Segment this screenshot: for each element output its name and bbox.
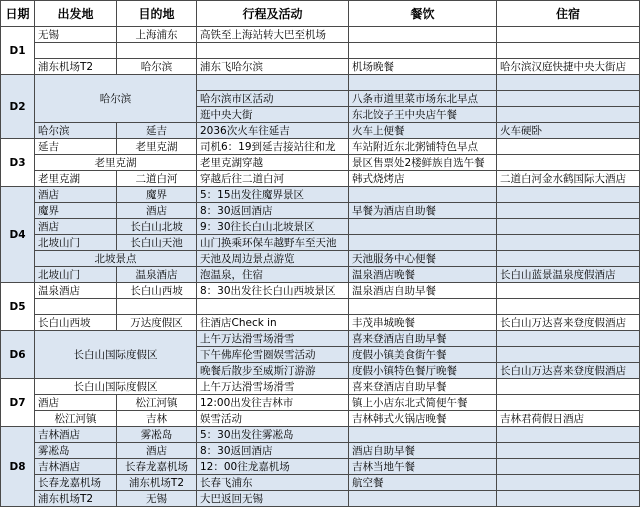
lodging-cell [497,43,640,59]
day-cell: D1 [1,27,35,75]
activity-cell: 下午佛库伦雪圈娱雪活动 [197,347,349,363]
lodging-cell: 吉林君荷假日酒店 [497,411,640,427]
lodging-cell [497,219,640,235]
to-cell: 雾凇岛 [117,427,197,443]
header-row [1,1,640,27]
lodging-cell: 长白山万达喜来登度假酒店 [497,315,640,331]
from-cell: 酒店 [35,395,117,411]
to-cell: 无锡 [117,491,197,507]
column-header-lodging: 住宿 [497,1,640,27]
dining-cell: 温泉酒店晚餐 [349,267,497,283]
from-cell: 吉林酒店 [35,459,117,475]
activity-cell: 泡温泉，住宿 [197,267,349,283]
lodging-cell [497,235,640,251]
lodging-cell [497,203,640,219]
lodging-cell [497,283,640,299]
dining-cell [349,43,497,59]
lodging-cell: 长白山万达喜来登度假酒店 [497,363,640,379]
to-cell [117,43,197,59]
activity-cell: 长春飞浦东 [197,475,349,491]
dining-cell: 镇上小店东北式简便午餐 [349,395,497,411]
activity-cell: 山门换乘环保车越野车至天池 [197,235,349,251]
dining-cell [349,75,497,91]
activity-cell: 老里克湖穿越 [197,155,349,171]
location-merged-cell: 哈尔滨 [35,75,197,123]
lodging-cell [497,251,640,267]
from-cell: 吉林酒店 [35,427,117,443]
to-cell: 万达度假区 [117,315,197,331]
from-cell: 浦东机场T2 [35,59,117,75]
column-header-from: 出发地 [35,1,117,27]
lodging-cell [497,299,640,315]
table-row [1,331,640,347]
activity-cell: 浦东飞哈尔滨 [197,59,349,75]
dining-cell [349,187,497,203]
dining-cell: 车站附近东北粥铺特色早点 [349,139,497,155]
dining-cell: 度假小镇特色餐厅晚餐 [349,363,497,379]
activity-cell: 天池及周边景点游览 [197,251,349,267]
column-header-activity: 行程及活动 [197,1,349,27]
to-cell: 松江河镇 [117,395,197,411]
table-row [1,491,640,507]
lodging-cell [497,75,640,91]
to-cell: 酒店 [117,443,197,459]
lodging-cell [497,379,640,395]
to-cell: 长白山北坡 [117,219,197,235]
lodging-cell [497,139,640,155]
location-merged-cell: 老里克湖 [35,155,197,171]
dining-cell: 航空餐 [349,475,497,491]
activity-cell: 逛中央大街 [197,107,349,123]
day-cell: D5 [1,283,35,331]
to-cell: 温泉酒店 [117,267,197,283]
from-cell [35,43,117,59]
from-cell: 长白山西坡 [35,315,117,331]
table-row [1,379,640,395]
activity-cell: 司机6：19到延吉接站往和龙 [197,139,349,155]
from-cell: 北坡山门 [35,235,117,251]
activity-cell [197,43,349,59]
lodging-cell [497,347,640,363]
lodging-cell: 火车硬卧 [497,123,640,139]
activity-cell: 哈尔滨市区活动 [197,91,349,107]
table-row [1,299,640,315]
activity-cell: 8：30返回酒店 [197,203,349,219]
activity-cell: 高铁至上海站转大巴至机场 [197,27,349,43]
to-cell: 酒店 [117,203,197,219]
from-cell: 松江河镇 [35,411,117,427]
activity-cell: 5：15出发往魔界景区 [197,187,349,203]
table-row [1,395,640,411]
dining-cell: 吉林当地午餐 [349,459,497,475]
day-cell: D6 [1,331,35,379]
activity-cell: 2036次火车往延吉 [197,123,349,139]
table-row [1,315,640,331]
dining-cell: 韩式烧烤店 [349,171,497,187]
dining-cell [349,219,497,235]
table-row [1,171,640,187]
dining-cell: 天池服务中心便餐 [349,251,497,267]
table-row [1,475,640,491]
table-row [1,139,640,155]
to-cell: 哈尔滨 [117,59,197,75]
table-row [1,251,640,267]
day-cell: D3 [1,139,35,187]
table-row [1,427,640,443]
dining-cell [349,27,497,43]
to-cell: 吉林 [117,411,197,427]
dining-cell: 丰茂串城晚餐 [349,315,497,331]
from-cell: 酒店 [35,187,117,203]
activity-cell: 8：30返回酒店 [197,443,349,459]
from-cell: 长春龙嘉机场 [35,475,117,491]
table-row [1,43,640,59]
activity-cell: 5：30出发往雾凇岛 [197,427,349,443]
dining-cell [349,235,497,251]
activity-cell: 大巴返回无锡 [197,491,349,507]
dining-cell: 温泉酒店自助早餐 [349,283,497,299]
dining-cell [349,491,497,507]
dining-cell [349,299,497,315]
activity-cell [197,75,349,91]
lodging-cell [497,187,640,203]
table-row [1,459,640,475]
dining-cell: 酒店自助早餐 [349,443,497,459]
location-merged-cell: 长白山国际度假区 [35,331,197,379]
activity-cell: 9：30往长白山北坡景区 [197,219,349,235]
to-cell [117,299,197,315]
lodging-cell [497,491,640,507]
table-row [1,411,640,427]
to-cell: 长白山天池 [117,235,197,251]
from-cell: 浦东机场T2 [35,491,117,507]
location-merged-cell: 北坡景点 [35,251,197,267]
lodging-cell [497,155,640,171]
activity-cell: 8：30出发往长白山西坡景区 [197,283,349,299]
column-header-to: 目的地 [117,1,197,27]
dining-cell: 东北饺子王中央店午餐 [349,107,497,123]
dining-cell: 八条市道里菜市场东北早点 [349,91,497,107]
dining-cell [349,427,497,443]
lodging-cell: 二道白河金水鹤国际大酒店 [497,171,640,187]
to-cell: 老里克湖 [117,139,197,155]
day-cell: D7 [1,379,35,427]
lodging-cell [497,27,640,43]
activity-cell: 往酒店Check in [197,315,349,331]
activity-cell: 上午万达滑雪场滑雪 [197,331,349,347]
dining-cell: 吉林韩式火锅店晚餐 [349,411,497,427]
to-cell: 二道白河 [117,171,197,187]
dining-cell: 机场晚餐 [349,59,497,75]
table-row [1,27,640,43]
table-row [1,235,640,251]
day-cell: D8 [1,427,35,507]
to-cell: 长春龙嘉机场 [117,459,197,475]
table-row [1,123,640,139]
activity-cell: 晚餐后散步至威斯汀游游 [197,363,349,379]
activity-cell: 12:00出发往吉林市 [197,395,349,411]
to-cell: 上海浦东 [117,27,197,43]
table-row [1,75,640,91]
lodging-cell: 哈尔滨汉庭快捷中央大街店 [497,59,640,75]
from-cell: 老里克湖 [35,171,117,187]
column-header-dining: 餐饮 [349,1,497,27]
activity-cell [197,299,349,315]
from-cell: 延吉 [35,139,117,155]
lodging-cell [497,395,640,411]
column-header-day: 日期 [1,1,35,27]
location-merged-cell: 长白山国际度假区 [35,379,197,395]
activity-cell: 穿越后往二道白河 [197,171,349,187]
lodging-cell [497,107,640,123]
lodging-cell: 长白山蓝景温泉度假酒店 [497,267,640,283]
from-cell: 魔界 [35,203,117,219]
table-row [1,219,640,235]
lodging-cell [497,475,640,491]
activity-cell: 上午万达滑雪场滑雪 [197,379,349,395]
table-row [1,59,640,75]
lodging-cell [497,331,640,347]
table-row [1,155,640,171]
dining-cell: 火车上便餐 [349,123,497,139]
from-cell: 北坡山门 [35,267,117,283]
from-cell: 无锡 [35,27,117,43]
dining-cell: 景区售票处2楼鲜族自选午餐 [349,155,497,171]
lodging-cell [497,91,640,107]
to-cell: 延吉 [117,123,197,139]
to-cell: 浦东机场T2 [117,475,197,491]
activity-cell: 娱雪活动 [197,411,349,427]
from-cell: 雾凇岛 [35,443,117,459]
dining-cell: 度假小镇美食街午餐 [349,347,497,363]
table-row [1,203,640,219]
to-cell: 魔界 [117,187,197,203]
to-cell: 长白山西坡 [117,283,197,299]
table-row [1,187,640,203]
lodging-cell [497,443,640,459]
lodging-cell [497,427,640,443]
day-cell: D4 [1,187,35,283]
table-row [1,267,640,283]
from-cell [35,299,117,315]
from-cell: 温泉酒店 [35,283,117,299]
day-cell: D2 [1,75,35,139]
lodging-cell [497,459,640,475]
table-row [1,443,640,459]
from-cell: 哈尔滨 [35,123,117,139]
dining-cell: 喜来登酒店自助早餐 [349,331,497,347]
activity-cell: 12：00往龙嘉机场 [197,459,349,475]
dining-cell: 早餐为酒店自助餐 [349,203,497,219]
from-cell: 酒店 [35,219,117,235]
table-row [1,283,640,299]
dining-cell: 喜来登酒店自助早餐 [349,379,497,395]
